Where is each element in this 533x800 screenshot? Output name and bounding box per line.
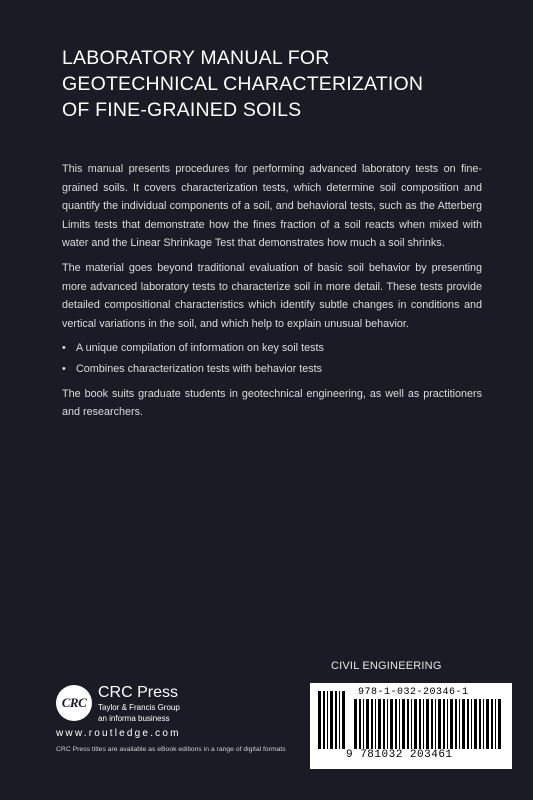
isbn-text-bottom: 9 781032 203461 xyxy=(346,749,453,761)
ean-barcode-icon xyxy=(354,699,504,749)
isbn-text-top: 978-1-032-20346-1 xyxy=(358,687,469,698)
price-barcode-icon xyxy=(318,691,346,749)
blurb-paragraph-1: This manual presents procedures for performing advanced laboratory tests on fine-grained soils. It covers characterization tests, which determine soil composition and quantify the individual components of a soil, and behavioral tests, such as the Atterberg Limits tests that demonstrate how the fines fraction of a soil reacts when mixed with water and the Linear Shrinkage Test that demonstrates how much a soil shrinks. xyxy=(62,163,482,250)
logo-text: CRC xyxy=(61,695,87,710)
book-title xyxy=(62,45,502,123)
publisher-group: Taylor & Francis Group xyxy=(98,703,180,712)
publisher-website[interactable]: www.routledge.com xyxy=(56,728,181,739)
publisher-name: CRC Press xyxy=(98,684,179,701)
title-line-1: LABORATORY MANUAL FOR xyxy=(62,47,330,69)
feature-item: • Combines characterization tests with behavior tests xyxy=(62,360,482,379)
blurb-paragraph-3: The book suits graduate students in geotechnical engineering, as well as practitioners and researchers. xyxy=(62,387,482,419)
ebook-footnote: CRC Press titles are available as eBook editions in a range of digital formats xyxy=(56,746,286,753)
title-line-3: OF FINE-GRAINED SOILS xyxy=(62,99,302,121)
blurb-paragraph-2: The material goes beyond traditional evaluation of basic soil behavior by presenting more advanced laboratory tests to characterize soil in more detail. These tests provide detailed compositional characteristics which identify subtle changes in conditions and vertical variations in the soil, and which help to explain unusual behavior. xyxy=(62,261,482,330)
feature-list xyxy=(62,339,482,378)
isbn-barcode xyxy=(310,683,512,769)
publisher-business: an informa business xyxy=(98,714,170,723)
crc-logo-icon xyxy=(56,685,92,721)
feature-item: • A unique compilation of information on key soil tests xyxy=(62,339,482,358)
blurb xyxy=(62,160,482,428)
publisher-block xyxy=(98,684,180,724)
subject-category: CIVIL ENGINEERING xyxy=(331,660,442,672)
title-line-2: GEOTECHNICAL CHARACTERIZATION xyxy=(62,73,424,95)
